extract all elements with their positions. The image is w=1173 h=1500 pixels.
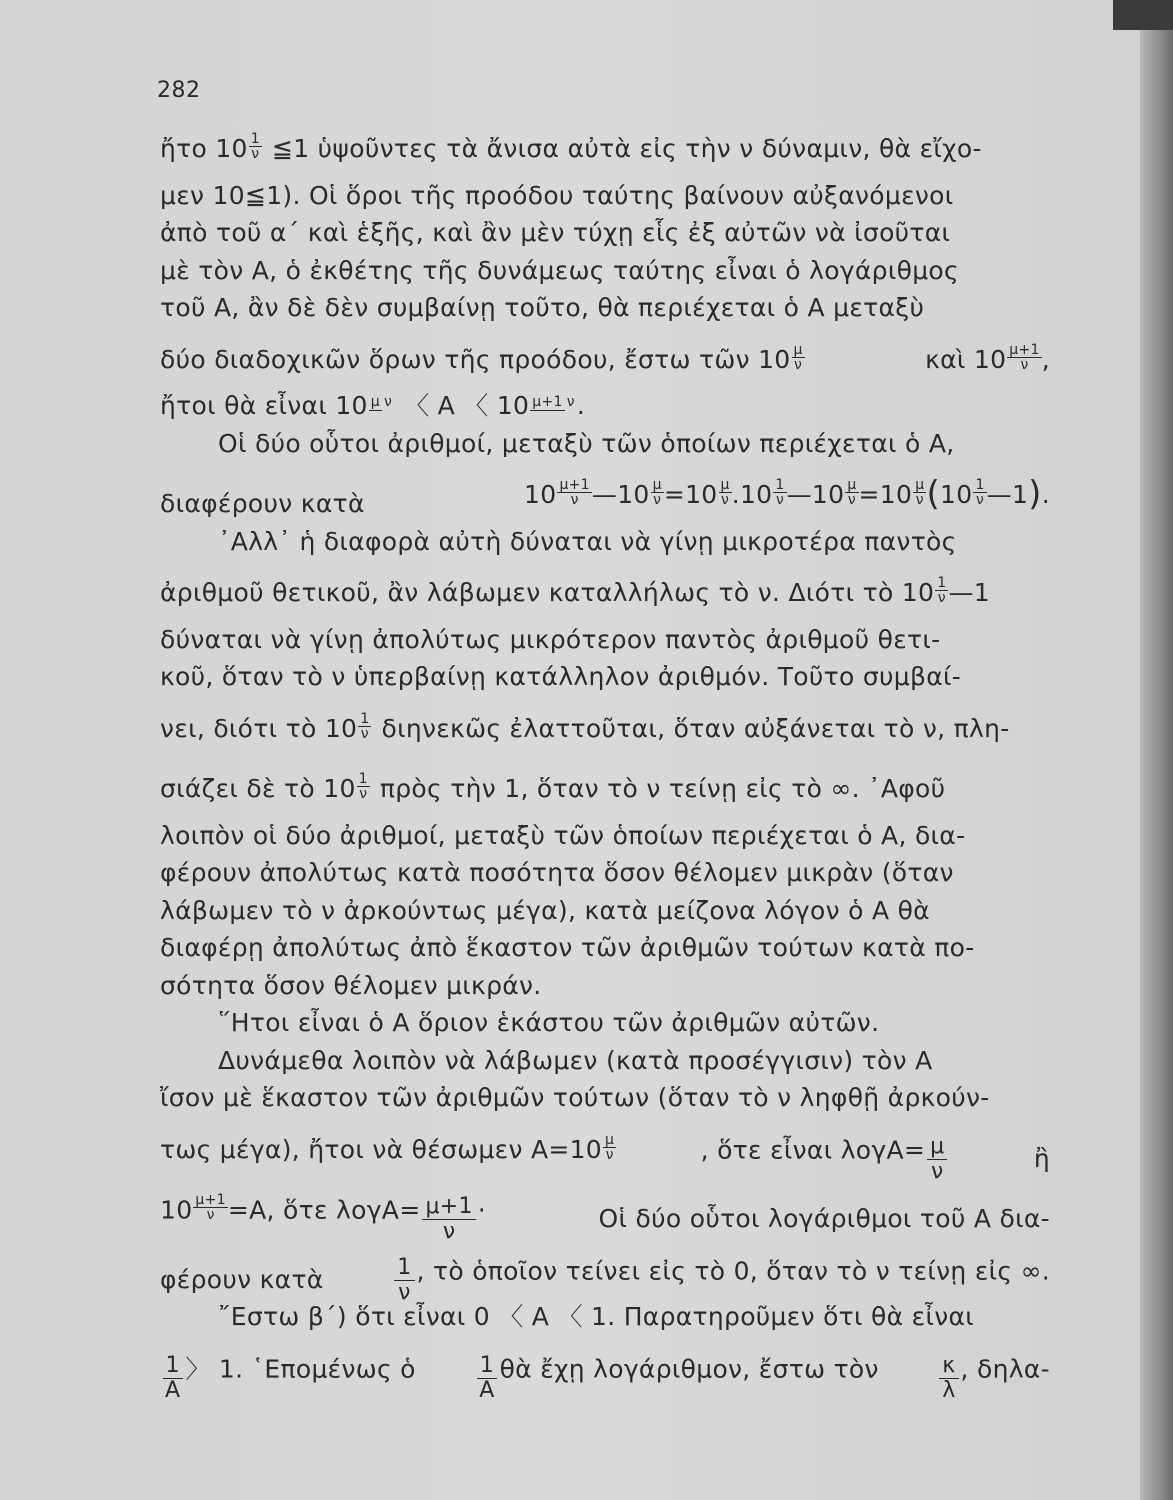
text-line-4: μὲ τὸν Α, ὁ ἐκθέτης τῆς δυνάμεως ταύτης εἶναι ὁ λογάριθμος bbox=[160, 255, 959, 285]
text-line-10: ᾿Αλλ᾿ ἡ διαφορὰ αὐτὴ δύναται νὰ γίνῃ μικροτέρα παντὸς bbox=[218, 526, 957, 556]
text-fragment: $\frac{1}{\nu}$ , τὸ ὁποῖον τείνει εἰς τὸ 0, ὅταν τὸ ν τείνῃ εἰς ∞. bbox=[392, 1248, 1050, 1297]
text-fragment: 〈 Α 〈 10 bbox=[404, 391, 530, 420]
text-fragment: $\frac{1}{A}$ θὰ ἔχῃ λογάριθμον, ἔστω τὸν bbox=[474, 1346, 879, 1395]
page-corner-shadow bbox=[1113, 0, 1173, 30]
exponent-fraction: $\frac{1}{\nu}$ bbox=[250, 131, 260, 162]
text-line-20: σότητα ὅσον θέλομεν μικράν. bbox=[160, 970, 542, 1000]
text-line-25 bbox=[160, 1178, 1050, 1244]
exponent-fraction: $\frac{1}{\nu}$ bbox=[937, 575, 947, 606]
text-line-26 bbox=[160, 1239, 1050, 1305]
text-line-23: ἴσον μὲ ἕκαστον τῶν ἀριθμῶν τούτων (ὅταν τὸ ν ληφθῇ ἀρκούν- bbox=[160, 1083, 990, 1112]
text-fragment: $\frac{\kappa}{\lambda}$ , δηλα- bbox=[937, 1346, 1050, 1395]
text-fragment: ≦1 ὑψοῦντες τὰ ἄνισα αὐτὰ εἰς τὴν ν δύναμιν, θὰ εἴχο- bbox=[271, 134, 982, 163]
text-line-18: λάβωμεν τὸ ν ἀρκούντως μέγα), κατὰ μείζονα λόγον ὁ Α θὰ bbox=[160, 895, 930, 925]
exponent-fraction: μ+1 ν bbox=[532, 394, 575, 410]
text-fragment: ἢ bbox=[1033, 1143, 1050, 1173]
text-line-6 bbox=[160, 328, 1050, 386]
text-fragment: νει, διότι τὸ 10 bbox=[160, 713, 358, 743]
exponent-fraction: μ ν bbox=[370, 394, 393, 410]
text-line-14: νει, διότι τὸ 10 $\frac{1}{\nu}$ διηνεκῶς ἐλαττοῦται, ὅταν αὐξάνεται τὸ ν, πλη- bbox=[160, 710, 1010, 743]
exponent-fraction: $\frac{1}{\nu}$ bbox=[360, 710, 370, 742]
text-line-5: τοῦ Α, ἂν δὲ δὲν συμβαίνῃ τοῦτο, θὰ περιέχεται ὁ Α μεταξὺ bbox=[160, 293, 925, 322]
text-line-11: ἀριθμοῦ θετικοῦ, ἂν λάβωμεν καταλλήλως τὸ ν. Διότι τὸ 10 $\frac{1}{\nu}$ —1 bbox=[160, 575, 990, 607]
text-fragment: σιάζει δὲ τὸ 10 bbox=[160, 774, 356, 803]
text-line-13: κοῦ, ὅταν τὸ ν ὑπερβαίνῃ κατάλληλον ἀριθμόν. Τοῦτο συμβαί- bbox=[160, 662, 962, 691]
text-line-22: Δυνάμεθα λοιπὸν νὰ λάβωμεν (κατὰ προσέγγισιν) τὸν Α bbox=[218, 1045, 933, 1075]
text-fragment: φέρουν κατὰ bbox=[160, 1264, 324, 1294]
text-fragment: καὶ 10 $\frac{\mu+1}{\nu}$ , bbox=[925, 341, 1050, 374]
text-fragment: ἤτο 10 bbox=[160, 134, 248, 163]
body-text bbox=[160, 131, 1050, 1403]
text-line-17: φέρουν ἀπολύτως κατὰ ποσότητα ὅσον θέλομεν μικρὰν (ὅταν bbox=[160, 858, 954, 887]
page-number: 282 bbox=[157, 78, 201, 103]
text-line-24 bbox=[160, 1118, 1050, 1184]
text-line-16: λοιπὸν οἱ δύο ἀριθμοί, μεταξὺ τῶν ὁποίων περιέχεται ὁ Α, δια- bbox=[160, 820, 966, 850]
difference-equation: 10 $\frac{\mu+1}{\nu}$ —10 $\frac{\mu}{\nu}$ =10 $\frac{\mu}{\nu}$ .10 $\frac{1}{\nu}$ —10 $\frac{\mu}{\nu}$ =10 $\frac{\mu}{\nu}$ (10 $\frac{1}{\nu}$ —1). bbox=[524, 474, 1050, 514]
text-line-15: σιάζει δὲ τὸ 10 $\frac{1}{\nu}$ πρὸς τὴν 1, ὅταν τὸ ν τείνῃ εἰς τὸ ∞. ᾿Αφοῦ bbox=[160, 771, 946, 803]
text-fragment: 10 $\frac{\mu+1}{\nu}$ =Α, ὅτε λογΑ= $\frac{\mu+1}{\nu}$ · bbox=[160, 1192, 487, 1244]
text-line-2: μεν 10≦1). Οἱ ὅροι τῆς προόδου ταύτης βαίνουν αὐξανόμενοι bbox=[160, 180, 954, 210]
text-fragment: ἤτοι θὰ εἶναι 10 bbox=[160, 391, 368, 420]
text-fragment: Οἱ δύο οὗτοι λογάριθμοι τοῦ Α δια- bbox=[598, 1204, 1050, 1233]
text-fragment: τως μέγα), ἤτοι νὰ θέσωμεν Α=10 $\frac{\mu}{\nu}$ bbox=[160, 1131, 615, 1164]
text-fragment: , ὅτε εἶναι λογΑ= $\frac{\mu}{\nu}$ bbox=[701, 1127, 950, 1176]
text-line-8: Οἱ δύο οὗτοι ἀριθμοί, μεταξὺ τῶν ὁποίων περιέχεται ὁ Α, bbox=[218, 428, 955, 458]
text-fragment: δύο διαδοχικῶν ὅρων τῆς προόδου, ἔστω τῶν 10 $\frac{\mu}{\nu}$ bbox=[160, 341, 803, 374]
text-fragment: ἀριθμοῦ θετικοῦ, ἂν λάβωμεν καταλλήλως τὸ ν. Διότι τὸ 10 bbox=[160, 578, 935, 607]
text-fragment: $\frac{1}{A}$ 〉 1. ῾Επομένως ὁ bbox=[160, 1346, 416, 1395]
text-line-27: ῎Εστω β΄) ὅτι εἶναι 0 〈 Α 〈 1. Παρατηροῦμεν ὅτι θὰ εἶναι bbox=[218, 1302, 975, 1331]
book-spine-shadow bbox=[1140, 0, 1173, 1500]
exponent-fraction: $\frac{1}{\nu}$ bbox=[358, 771, 368, 802]
text-line-1 bbox=[160, 131, 1050, 175]
text-line-28 bbox=[160, 1337, 1050, 1403]
text-line-7: ἤτοι θὰ εἶναι 10 μ ν 〈 Α 〈 10 μ+1 ν . bbox=[160, 388, 1050, 423]
text-line-9-equation bbox=[160, 463, 1050, 521]
text-fragment: διαφέρουν κατὰ bbox=[160, 489, 365, 518]
text-line-3: ἀπὸ τοῦ α΄ καὶ ἑξῆς, καὶ ἂν μὲν τύχῃ εἷς ἐξ αὐτῶν νὰ ἰσοῦται bbox=[160, 218, 951, 247]
text-line-19: διαφέρῃ ἀπολύτως ἀπὸ ἕκαστον τῶν ἀριθμῶν τούτων κατὰ πο- bbox=[160, 933, 975, 962]
text-line-12: δύναται νὰ γίνῃ ἀπολύτως μικρότερον παντὸς ἀριθμοῦ θετι- bbox=[160, 624, 941, 654]
text-line-21: ῞Ητοι εἶναι ὁ Α ὅριον ἑκάστου τῶν ἀριθμῶν αὐτῶν. bbox=[218, 1008, 880, 1037]
